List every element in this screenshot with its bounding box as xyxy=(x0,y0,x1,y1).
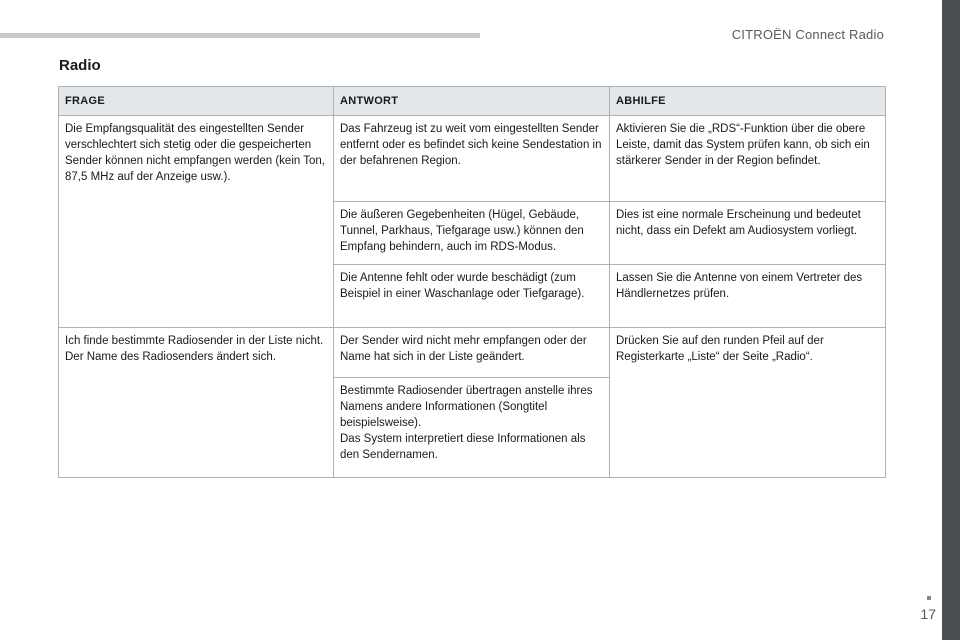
solution-cell: Dies ist eine normale Erscheinung und bedeutet nicht, dass ein Defekt am Audiosystem vorliegt. xyxy=(610,202,886,265)
column-header-solution: ABHILFE xyxy=(610,87,886,116)
header-rule xyxy=(0,33,480,38)
page-marker xyxy=(927,596,931,600)
table-row xyxy=(59,116,886,202)
page-number: 17 xyxy=(920,606,936,622)
side-strip xyxy=(942,0,960,640)
table-header-row xyxy=(59,87,886,116)
answer-cell: Der Sender wird nicht mehr empfangen oder der Name hat sich in der Liste geändert. xyxy=(334,328,610,378)
answer-cell: Die Antenne fehlt oder wurde beschädigt (zum Beispiel in einer Waschanlage oder Tiefgarage). xyxy=(334,265,610,328)
column-header-question: FRAGE xyxy=(59,87,334,116)
question-cell: Die Empfangsqualität des eingestellten Sender verschlechtert sich stetig oder die gespeicherten Sender können nicht empfangen werden (kein Ton, 87,5 MHz auf der Anzeige usw.). xyxy=(59,116,334,328)
question-cell: Ich finde bestimmte Radiosender in der Liste nicht. Der Name des Radiosenders ändert sich. xyxy=(59,328,334,478)
brand-title: CITROËN Connect Radio xyxy=(731,27,884,42)
column-header-answer: ANTWORT xyxy=(334,87,610,116)
answer-cell: Bestimmte Radiosender übertragen anstelle ihres Namens andere Informationen (Songtitel beispielsweise). Das System interpretiert diese Informationen als den Sendernamen. xyxy=(334,378,610,478)
answer-cell: Die äußeren Gegebenheiten (Hügel, Gebäude, Tunnel, Parkhaus, Tiefgarage usw.) können den Empfang behindern, auch im RDS-Modus. xyxy=(334,202,610,265)
solution-cell: Drücken Sie auf den runden Pfeil auf der Registerkarte „Liste“ der Seite „Radio“. xyxy=(610,328,886,478)
troubleshooting-table xyxy=(58,86,886,478)
solution-cell: Aktivieren Sie die „RDS“-Funktion über die obere Leiste, damit das System prüfen kann, ob sich ein stärkerer Sender in der Region befindet. xyxy=(610,116,886,202)
solution-cell: Lassen Sie die Antenne von einem Vertreter des Händlernetzes prüfen. xyxy=(610,265,886,328)
page-title: Radio xyxy=(59,57,101,74)
answer-cell: Das Fahrzeug ist zu weit vom eingestellten Sender entfernt oder es befindet sich keine Sendestation in der befahrenen Region. xyxy=(334,116,610,202)
table-row xyxy=(59,328,886,378)
